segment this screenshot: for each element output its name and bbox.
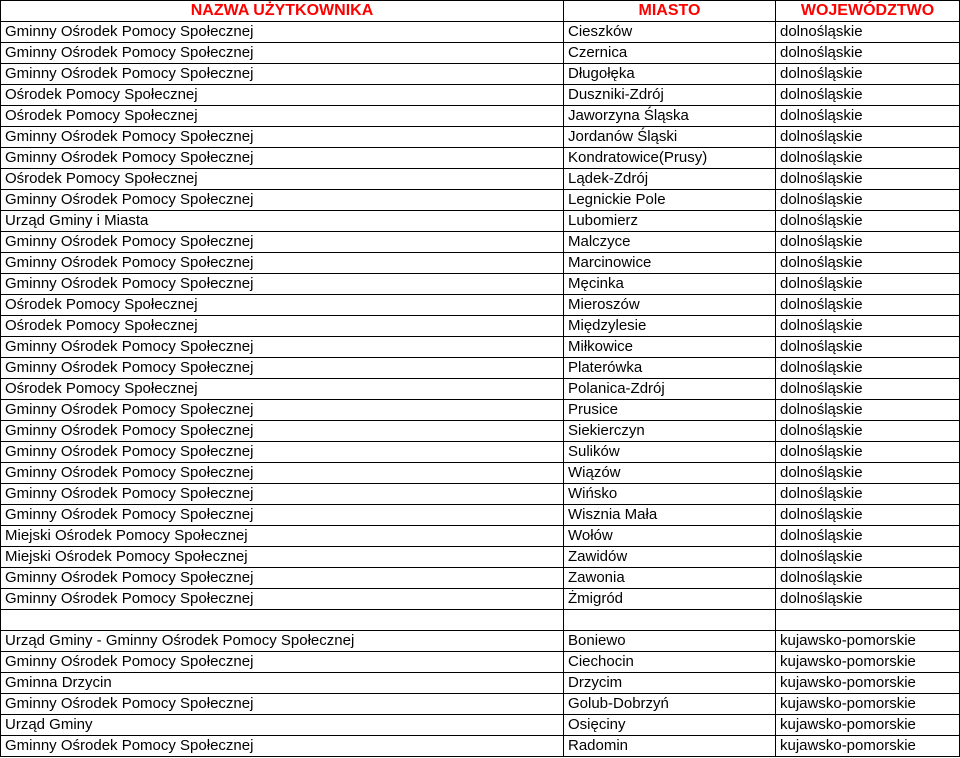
cell-city: Drzycim — [564, 673, 776, 694]
cell-voivodeship: dolnośląskie — [776, 64, 960, 85]
cell-voivodeship: dolnośląskie — [776, 589, 960, 610]
cell-city: Mieroszów — [564, 295, 776, 316]
cell-user-name: Gminny Ośrodek Pomocy Społecznej — [1, 505, 564, 526]
cell-city: Długołęka — [564, 64, 776, 85]
cell-user-name: Gminny Ośrodek Pomocy Społecznej — [1, 484, 564, 505]
cell-city: Jordanów Śląski — [564, 127, 776, 148]
cell-voivodeship: kujawsko-pomorskie — [776, 736, 960, 757]
cell-city: Zawidów — [564, 547, 776, 568]
cell-user-name: Gminny Ośrodek Pomocy Społecznej — [1, 463, 564, 484]
cell-voivodeship: kujawsko-pomorskie — [776, 694, 960, 715]
cell-user-name: Gminny Ośrodek Pomocy Społecznej — [1, 274, 564, 295]
cell-city: Zawonia — [564, 568, 776, 589]
cell-voivodeship: dolnośląskie — [776, 505, 960, 526]
cell-voivodeship: dolnośląskie — [776, 547, 960, 568]
table-row — [1, 547, 960, 568]
cell-city: Cieszków — [564, 22, 776, 43]
cell-user-name: Gminny Ośrodek Pomocy Społecznej — [1, 694, 564, 715]
table-row — [1, 64, 960, 85]
cell-voivodeship: dolnośląskie — [776, 337, 960, 358]
cell-city: Malczyce — [564, 232, 776, 253]
cell-city: Marcinowice — [564, 253, 776, 274]
table-row — [1, 127, 960, 148]
cell-city: Żmigród — [564, 589, 776, 610]
cell-city: Jaworzyna Śląska — [564, 106, 776, 127]
table-row — [1, 610, 960, 631]
cell-voivodeship: dolnośląskie — [776, 274, 960, 295]
cell-user-name: Gminny Ośrodek Pomocy Społecznej — [1, 589, 564, 610]
table-body — [1, 22, 960, 757]
cell-city: Lądek-Zdrój — [564, 169, 776, 190]
table-row — [1, 169, 960, 190]
table-row — [1, 85, 960, 106]
table-row — [1, 190, 960, 211]
table-row — [1, 211, 960, 232]
cell-city: Wisznia Mała — [564, 505, 776, 526]
cell-city: Radomin — [564, 736, 776, 757]
cell-city: Osięciny — [564, 715, 776, 736]
table-row — [1, 22, 960, 43]
table-row — [1, 337, 960, 358]
cell-city: Kondratowice(Prusy) — [564, 148, 776, 169]
table-row — [1, 736, 960, 757]
header-row — [1, 1, 960, 22]
table-row — [1, 232, 960, 253]
cell-user-name: Urząd Gminy — [1, 715, 564, 736]
cell-voivodeship: dolnośląskie — [776, 400, 960, 421]
cell-user-name: Ośrodek Pomocy Społecznej — [1, 106, 564, 127]
table-row — [1, 484, 960, 505]
cell-city: Międzylesie — [564, 316, 776, 337]
table-row — [1, 358, 960, 379]
cell-city — [564, 610, 776, 631]
cell-voivodeship: dolnośląskie — [776, 316, 960, 337]
table-row — [1, 106, 960, 127]
table-row — [1, 568, 960, 589]
cell-voivodeship: dolnośląskie — [776, 85, 960, 106]
cell-voivodeship: dolnośląskie — [776, 22, 960, 43]
cell-city: Siekierczyn — [564, 421, 776, 442]
table-row — [1, 673, 960, 694]
cell-voivodeship: dolnośląskie — [776, 106, 960, 127]
cell-city: Czernica — [564, 43, 776, 64]
cell-user-name: Gminny Ośrodek Pomocy Społecznej — [1, 442, 564, 463]
cell-voivodeship: dolnośląskie — [776, 526, 960, 547]
cell-user-name: Gminny Ośrodek Pomocy Społecznej — [1, 127, 564, 148]
cell-voivodeship: dolnośląskie — [776, 127, 960, 148]
cell-voivodeship: dolnośląskie — [776, 169, 960, 190]
cell-user-name: Gminny Ośrodek Pomocy Społecznej — [1, 337, 564, 358]
cell-user-name — [1, 610, 564, 631]
cell-voivodeship: dolnośląskie — [776, 232, 960, 253]
cell-user-name: Ośrodek Pomocy Społecznej — [1, 316, 564, 337]
cell-city: Lubomierz — [564, 211, 776, 232]
cell-voivodeship: kujawsko-pomorskie — [776, 652, 960, 673]
cell-city: Męcinka — [564, 274, 776, 295]
cell-user-name: Gminny Ośrodek Pomocy Społecznej — [1, 568, 564, 589]
cell-city: Miłkowice — [564, 337, 776, 358]
cell-city: Platerówka — [564, 358, 776, 379]
table-row — [1, 316, 960, 337]
cell-user-name: Gminny Ośrodek Pomocy Społecznej — [1, 22, 564, 43]
cell-user-name: Miejski Ośrodek Pomocy Społecznej — [1, 526, 564, 547]
table-row — [1, 652, 960, 673]
cell-city: Ciechocin — [564, 652, 776, 673]
cell-voivodeship: dolnośląskie — [776, 190, 960, 211]
cell-voivodeship: kujawsko-pomorskie — [776, 715, 960, 736]
table-row — [1, 400, 960, 421]
table-row — [1, 295, 960, 316]
cell-user-name: Gminny Ośrodek Pomocy Społecznej — [1, 400, 564, 421]
cell-voivodeship: dolnośląskie — [776, 358, 960, 379]
cell-city: Polanica-Zdrój — [564, 379, 776, 400]
cell-user-name: Gminny Ośrodek Pomocy Społecznej — [1, 232, 564, 253]
cell-voivodeship — [776, 610, 960, 631]
cell-user-name: Gminny Ośrodek Pomocy Społecznej — [1, 253, 564, 274]
cell-user-name: Gminny Ośrodek Pomocy Społecznej — [1, 358, 564, 379]
cell-user-name: Gminny Ośrodek Pomocy Społecznej — [1, 148, 564, 169]
table-row — [1, 148, 960, 169]
table-row — [1, 442, 960, 463]
cell-user-name: Urząd Gminy - Gminny Ośrodek Pomocy Społecznej — [1, 631, 564, 652]
table-row — [1, 505, 960, 526]
cell-voivodeship: dolnośląskie — [776, 379, 960, 400]
table-row — [1, 274, 960, 295]
cell-user-name: Ośrodek Pomocy Społecznej — [1, 295, 564, 316]
cell-user-name: Gminny Ośrodek Pomocy Społecznej — [1, 64, 564, 85]
cell-voivodeship: dolnośląskie — [776, 421, 960, 442]
cell-city: Golub-Dobrzyń — [564, 694, 776, 715]
cell-voivodeship: dolnośląskie — [776, 484, 960, 505]
table-row — [1, 253, 960, 274]
cell-city: Boniewo — [564, 631, 776, 652]
table-row — [1, 694, 960, 715]
cell-voivodeship: dolnośląskie — [776, 295, 960, 316]
cell-voivodeship: dolnośląskie — [776, 463, 960, 484]
cell-user-name: Ośrodek Pomocy Społecznej — [1, 379, 564, 400]
cell-city: Wołów — [564, 526, 776, 547]
table-row — [1, 631, 960, 652]
table-row — [1, 526, 960, 547]
cell-user-name: Ośrodek Pomocy Społecznej — [1, 85, 564, 106]
table-row — [1, 463, 960, 484]
table-row — [1, 715, 960, 736]
cell-user-name: Gminna Drzycin — [1, 673, 564, 694]
header-user-name: NAZWA UŻYTKOWNIKA — [1, 1, 564, 22]
cell-city: Wiązów — [564, 463, 776, 484]
cell-user-name: Ośrodek Pomocy Społecznej — [1, 169, 564, 190]
cell-city: Prusice — [564, 400, 776, 421]
cell-voivodeship: dolnośląskie — [776, 568, 960, 589]
cell-user-name: Gminny Ośrodek Pomocy Społecznej — [1, 652, 564, 673]
cell-user-name: Gminny Ośrodek Pomocy Społecznej — [1, 43, 564, 64]
table-row — [1, 43, 960, 64]
header-city: MIASTO — [564, 1, 776, 22]
cell-voivodeship: dolnośląskie — [776, 148, 960, 169]
cell-user-name: Gminny Ośrodek Pomocy Społecznej — [1, 421, 564, 442]
cell-city: Duszniki-Zdrój — [564, 85, 776, 106]
cell-voivodeship: dolnośląskie — [776, 211, 960, 232]
cell-user-name: Gminny Ośrodek Pomocy Społecznej — [1, 190, 564, 211]
cell-voivodeship: kujawsko-pomorskie — [776, 631, 960, 652]
cell-user-name: Gminny Ośrodek Pomocy Społecznej — [1, 736, 564, 757]
cell-voivodeship: dolnośląskie — [776, 442, 960, 463]
cell-city: Sulików — [564, 442, 776, 463]
cell-user-name: Urząd Gminy i Miasta — [1, 211, 564, 232]
cell-voivodeship: dolnośląskie — [776, 43, 960, 64]
header-voivodeship: WOJEWÓDZTWO — [776, 1, 960, 22]
cell-user-name: Miejski Ośrodek Pomocy Społecznej — [1, 547, 564, 568]
cell-voivodeship: kujawsko-pomorskie — [776, 673, 960, 694]
table-row — [1, 379, 960, 400]
cell-city: Wińsko — [564, 484, 776, 505]
cell-voivodeship: dolnośląskie — [776, 253, 960, 274]
table-row — [1, 589, 960, 610]
table-row — [1, 421, 960, 442]
cell-city: Legnickie Pole — [564, 190, 776, 211]
